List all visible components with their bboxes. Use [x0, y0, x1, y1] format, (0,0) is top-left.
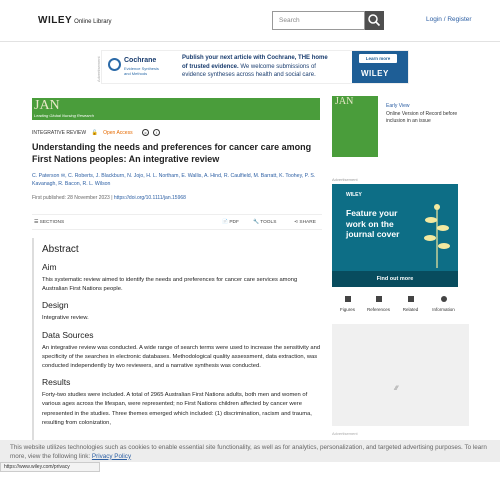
ad-wiley-logo: WILEY	[361, 69, 389, 78]
tab-references[interactable]	[363, 296, 394, 312]
aim-heading: Aim	[42, 262, 57, 272]
abstract-section	[32, 238, 322, 468]
open-access-badge	[91, 130, 136, 136]
tab-information-label: Information	[432, 307, 455, 312]
open-lock-icon: 🔓	[91, 130, 98, 136]
results-text: Forty-two studies were included. A total of 2965 Australian First Nations adults, both men and women of various ages across the lifespan, were represented; no First Nations children affected by cancer were represented in the studies. Three themes emerged which included: (1) discrimination, racism and trauma, resulting from colonization,	[42, 392, 312, 426]
sections-label: SECTIONS	[39, 220, 65, 225]
journal-cover-thumbnail[interactable]	[332, 96, 378, 157]
journal-name: JAN	[34, 98, 60, 113]
related-icon	[408, 296, 414, 302]
ad-line-1: Publish your next article with Cochrane, THE home	[182, 55, 328, 61]
info-icon	[441, 296, 447, 302]
learn-more-button[interactable]: Learn more	[359, 54, 397, 63]
wiley-logo[interactable]	[38, 15, 112, 26]
cookie-banner	[0, 440, 500, 462]
share-icon: ⋖	[294, 220, 299, 225]
site-header	[0, 0, 500, 42]
search-button[interactable]	[365, 11, 384, 30]
ad-line-3: evidence syntheses across health and social care.	[182, 72, 316, 78]
pdf-button[interactable]	[222, 220, 239, 225]
sidebar-ad-label: Advertisement	[332, 177, 358, 182]
sidebar-tabs	[332, 296, 458, 322]
early-view-link[interactable]: Early View	[386, 103, 410, 109]
tab-figures[interactable]	[332, 296, 363, 312]
tab-references-label: References	[366, 307, 390, 312]
ad-brand-sub-1: Evidence Synthesis	[124, 66, 159, 71]
pdf-label: PDF	[229, 220, 239, 225]
publication-info: First published: 28 November 2023 | https://doi.org/10.1111/jan.15968	[32, 195, 186, 201]
doi-link[interactable]: https://doi.org/10.1111/jan.15968	[113, 195, 186, 201]
tab-related-label: Related	[402, 307, 419, 312]
privacy-policy-link[interactable]: Privacy Policy	[91, 452, 132, 460]
find-out-more-button[interactable]: Find out more	[332, 271, 458, 287]
plant-illustration-icon	[420, 198, 454, 268]
tab-figures-label: Figures	[339, 307, 355, 312]
results-heading: Results	[42, 377, 71, 388]
license-icons[interactable]	[142, 130, 164, 136]
top-ad-banner[interactable]	[101, 50, 409, 84]
abstract-heading: Abstract	[42, 244, 79, 255]
tab-information[interactable]	[428, 296, 459, 312]
logo-text: WILEY	[38, 15, 73, 26]
ad-brand-sub	[124, 66, 159, 76]
journal-banner[interactable]	[32, 98, 320, 120]
sidebar-ad-headline: Feature your work on the journal cover	[346, 208, 400, 239]
journal-tagline: Leading Global Nursing Research	[34, 113, 95, 118]
data-sources-heading: Data Sources	[42, 329, 94, 340]
by-icon: i	[153, 129, 160, 136]
logo-subtext: Online Library	[74, 19, 112, 25]
search-icon	[365, 11, 384, 30]
article-toolbar	[32, 214, 322, 230]
author-list[interactable]: C. Paterson ✉, C. Roberts, J. Blackburn, N. Jojo, H. L. Northam, E. Wallis, A. Hind, R. Caulfield, M. Barratt, K. Toohey, P. S. Kavanagh, R. Bacon, R. L. Wilson	[32, 173, 316, 187]
design-heading: Design	[42, 300, 69, 311]
wrench-icon: 🔧	[253, 220, 259, 225]
article-meta	[32, 129, 168, 136]
search-input[interactable]: Search	[272, 11, 365, 30]
published-date: First published: 28 November 2023	[32, 195, 110, 201]
share-label: SHARE	[299, 220, 316, 225]
tools-button[interactable]	[253, 220, 276, 225]
open-access-label: Open Access	[103, 130, 133, 136]
menu-icon: ☰	[34, 220, 39, 225]
cc-icon: c	[142, 129, 149, 136]
ad-label: Advertisement	[96, 56, 101, 82]
ad-line-2	[182, 63, 352, 72]
login-register-link[interactable]: Login / Register	[426, 16, 472, 23]
share-button[interactable]	[294, 220, 316, 225]
design-text: Integrative review.	[42, 315, 89, 322]
sidebar-ad-brand: WILEY	[346, 192, 362, 198]
bottom-ad-label: Advertisement	[332, 431, 358, 436]
article-type: INTEGRATIVE REVIEW	[32, 130, 87, 136]
article-title: Understanding the needs and preferences for cancer care among First Nations peoples: An integrative review	[32, 142, 312, 164]
pdf-icon: 📄	[222, 220, 228, 225]
document-icon	[376, 296, 382, 302]
ad-brand: Cochrane	[124, 57, 157, 64]
ad-brand-sub-2: and Methods	[124, 71, 148, 76]
sidebar-ad[interactable]	[332, 184, 458, 287]
tab-related[interactable]	[395, 296, 426, 312]
ad-line-2a: of trusted evidence.	[182, 63, 239, 70]
cochrane-mark-icon	[108, 58, 121, 71]
cochrane-logo	[106, 54, 178, 82]
cookie-text: This website utilizes technologies such as cookies to enable essential site functionality, as well as for analytics, personalization, and targeted advertising purposes. To learn more, view the following link:	[10, 444, 487, 460]
ad-line-2b: We welcome submissions of	[240, 63, 316, 70]
cover-title: JAN	[335, 96, 354, 107]
early-view-description: Online Version of Record before inclusion in an issue	[386, 111, 458, 124]
browser-status-url: https://www.wiley.com/privacy	[0, 462, 100, 472]
ad-copy	[182, 54, 352, 80]
sidebar-content-panel	[332, 324, 469, 426]
image-icon	[345, 296, 351, 302]
sections-button[interactable]	[34, 220, 64, 225]
aim-text: This systematic review aimed to identify the needs and preferences for cancer care services among Australian First Nations people.	[42, 277, 298, 293]
data-sources-text: An integrative review was conducted. A wide range of search terms were used to increase the sensitivity and specificity of the searches in electronic databases. Methodological quality assessment, data extraction, was conducted independently by two reviewers, and a narrative synthesis was conducted.	[42, 344, 321, 370]
loading-spinner-icon: ⁄⁄⁄	[395, 386, 399, 392]
ad-cta-area	[352, 51, 408, 83]
tools-label: TOOLS	[260, 220, 277, 225]
